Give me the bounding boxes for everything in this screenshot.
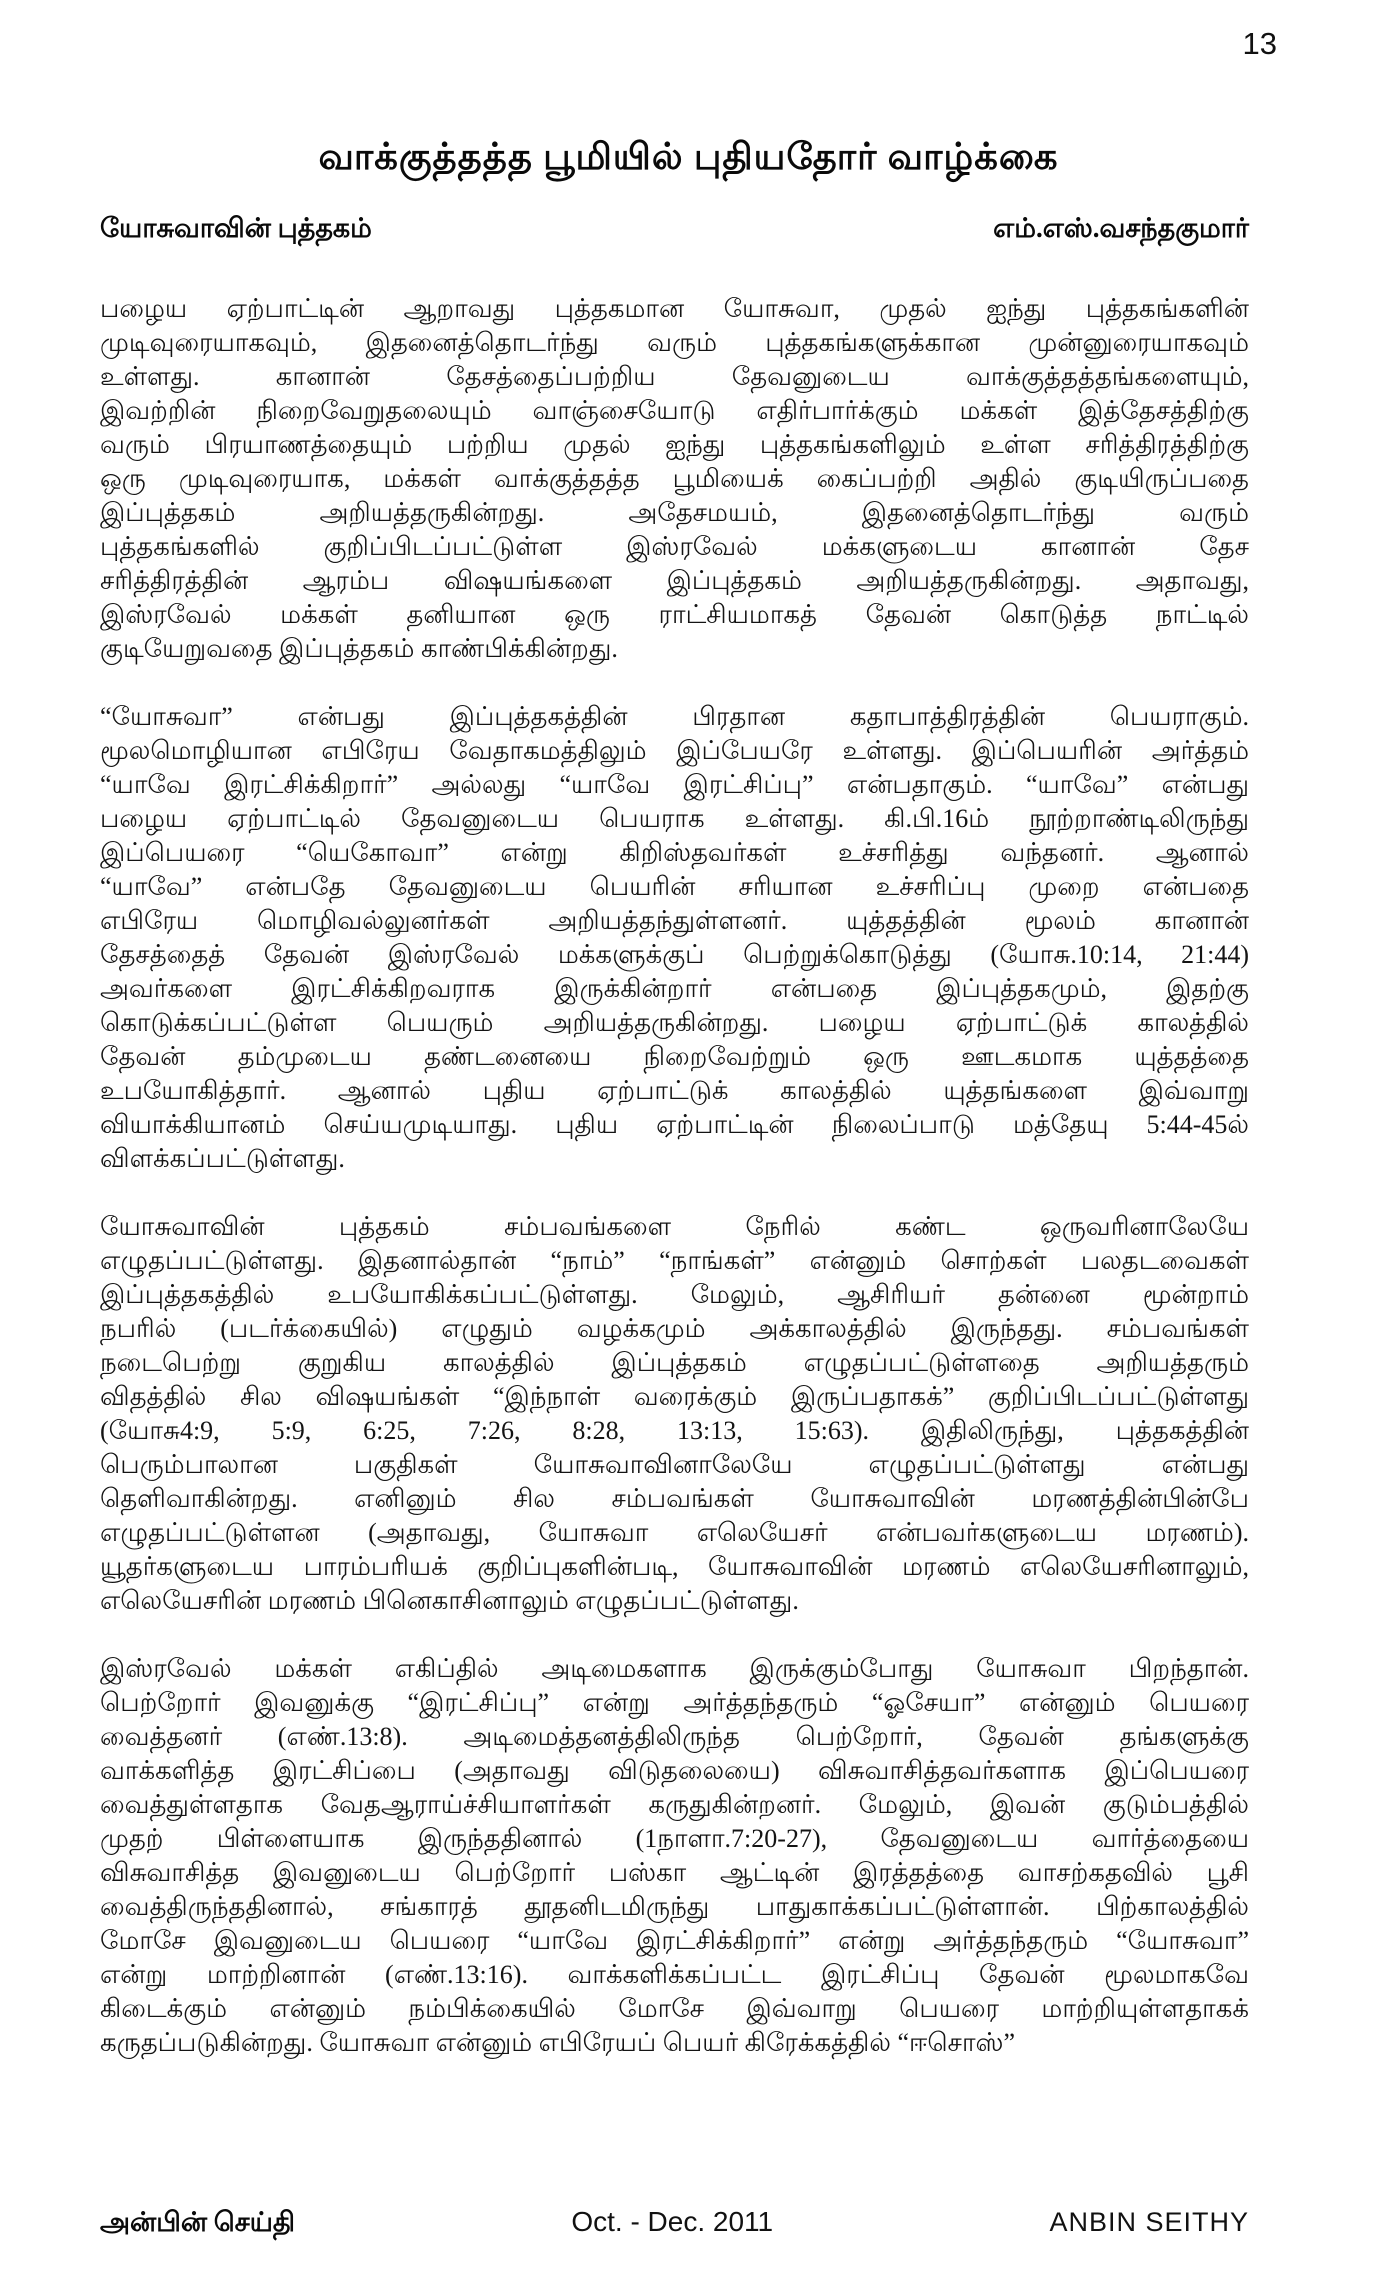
text-line: யோசுவாவின் புத்தகம் சம்பவங்களை நேரில் கண்ட ஒருவரினாலேயே	[100, 1212, 1249, 1241]
text-line: தேவன் தம்முடைய தண்டனையை நிறைவேற்றும் ஒரு ஊடகமாக யுத்தத்தை	[100, 1042, 1249, 1071]
text-line: வாக்களித்த இரட்சிப்பை (அதாவது விடுதலையை) விசுவாசித்தவர்களாக இப்பெயரை	[100, 1756, 1249, 1785]
text-line: எலெயேசரின் மரணம் பினெகாசினாலும் எழுதப்பட்டுள்ளது.	[100, 1586, 799, 1615]
article-subject-label: யோசுவாவின் புத்தகம்	[100, 213, 372, 243]
text-line: இப்புத்தகத்தில் உபயோகிக்கப்பட்டுள்ளது. மேலும், ஆசிரியர் தன்னை மூன்றாம்	[100, 1280, 1249, 1309]
text-line: வரும் பிரயாணத்தையும் பற்றிய முதல் ஐந்து புத்தகங்களிலும் உள்ள சரித்திரத்திற்கு	[100, 430, 1249, 459]
text-line: குடியேறுவதை இப்புத்தகம் காண்பிக்கின்றது.	[100, 634, 618, 663]
author-name: எம்.எஸ்.வசந்தகுமார்	[993, 213, 1249, 243]
text-line: வைத்துள்ளதாக வேதஆராய்ச்சியாளர்கள் கருதுகின்றனர். மேலும், இவன் குடும்பத்தில்	[100, 1790, 1249, 1819]
text-line: “யோசுவா” என்பது இப்புத்தகத்தின் பிரதான கதாபாத்திரத்தின் பெயராகும்.	[100, 702, 1249, 731]
text-line: மூலமொழியான எபிரேய வேதாகமத்திலும் இப்பேயரே உள்ளது. இப்பெயரின் அர்த்தம்	[100, 736, 1249, 765]
text-line: யூதர்களுடைய பாரம்பரியக் குறிப்புகளின்படி, யோசுவாவின் மரணம் எலெயேசரினாலும்,	[100, 1552, 1249, 1581]
paragraph	[100, 1652, 1249, 2060]
text-line: “யாவே இரட்சிக்கிறார்” அல்லது “யாவே இரட்சிப்பு” என்பதாகும். “யாவே” என்பது	[100, 770, 1249, 799]
byline-row	[100, 213, 1249, 248]
text-line: பழைய ஏற்பாட்டின் ஆறாவது புத்தகமான யோசுவா, முதல் ஐந்து புத்தகங்களின்	[100, 294, 1249, 323]
text-line: இஸ்ரவேல் மக்கள் தனியான ஒரு ராட்சியமாகத் தேவன் கொடுத்த நாட்டில்	[100, 600, 1249, 629]
footer-issue-date: Oct. - Dec. 2011	[571, 2206, 774, 2237]
text-line: அவர்களை இரட்சிக்கிறவராக இருக்கின்றார் என்பதை இப்புத்தகமும், இதற்கு	[100, 974, 1249, 1003]
footer-magazine-name-tamil: அன்பின் செய்தி	[100, 2207, 295, 2237]
article-title: வாக்குத்தத்த பூமியில் புதியதோர் வாழ்க்கை	[318, 137, 1059, 178]
text-line: வைத்திருந்ததினால், சங்காரத் தூதனிடமிருந்து பாதுகாக்கப்பட்டுள்ளான். பிற்காலத்தில்	[100, 1892, 1249, 1921]
text-line: விதத்தில் சில விஷயங்கள் “இந்நாள் வரைக்கும் இருப்பதாகக்” குறிப்பிடப்பட்டுள்ளது	[100, 1382, 1249, 1411]
footer-magazine-name-english: ANBIN SEITHY	[1049, 2207, 1249, 2237]
page-footer	[100, 2206, 1249, 2242]
text-line: இப்பெயரை “யெகோவா” என்று கிறிஸ்தவர்கள் உச்சரித்து வந்தனர். ஆனால்	[100, 838, 1249, 867]
text-line: முடிவுரையாகவும், இதனைத்தொடர்ந்து வரும் புத்தகங்களுக்கான முன்னுரையாகவும்	[100, 328, 1249, 357]
text-line: கிடைக்கும் என்னும் நம்பிக்கையில் மோசே இவ்வாறு பெயரை மாற்றியுள்ளதாகக்	[100, 1994, 1249, 2023]
text-line: விளக்கப்பட்டுள்ளது.	[100, 1144, 345, 1173]
text-line: என்று மாற்றினான் (எண்.13:16). வாக்களிக்கப்பட்ட இரட்சிப்பு தேவன் மூலமாகவே	[100, 1960, 1249, 1989]
text-line: சரித்திரத்தின் ஆரம்ப விஷயங்களை இப்புத்தகம் அறியத்தருகின்றது. அதாவது,	[100, 566, 1249, 595]
text-line: விசுவாசித்த இவனுடைய பெற்றோர் பஸ்கா ஆட்டின் இரத்தத்தை வாசற்கதவில் பூசி	[100, 1858, 1249, 1887]
paragraph	[100, 292, 1249, 666]
text-line: பழைய ஏற்பாட்டில் தேவனுடைய பெயராக உள்ளது. கி.பி.16ம் நூற்றாண்டிலிருந்து	[100, 804, 1249, 833]
text-line: புத்தகங்களில் குறிப்பிடப்பட்டுள்ள இஸ்ரவேல் மக்களுடைய கானான் தேச	[100, 532, 1249, 561]
text-line: தெளிவாகின்றது. எனினும் சில சம்பவங்கள் யோசுவாவின் மரணத்தின்பின்பே	[100, 1484, 1249, 1513]
text-line: இப்புத்தகம் அறியத்தருகின்றது. அதேசமயம், இதனைத்தொடர்ந்து வரும்	[100, 498, 1249, 527]
text-line: எழுதப்பட்டுள்ளன (அதாவது, யோசுவா எலெயேசர் என்பவர்களுடைய மரணம்).	[100, 1518, 1249, 1547]
text-line: கருதப்படுகின்றது. யோசுவா என்னும் எபிரேயப் பெயர் கிரேக்கத்தில் “ஈசொஸ்”	[100, 2028, 1016, 2057]
paragraph	[100, 1210, 1249, 1618]
text-line: முதற் பிள்ளையாக இருந்ததினால் (1நாளா.7:20-27), தேவனுடைய வார்த்தையை	[100, 1824, 1249, 1853]
text-line: உள்ளது. கானான் தேசத்தைப்பற்றிய தேவனுடைய வாக்குத்தத்தங்களையும்,	[100, 362, 1249, 391]
text-line: நபரில் (படர்க்கையில்) எழுதும் வழக்கமும் அக்காலத்தில் இருந்தது. சம்பவங்கள்	[100, 1314, 1249, 1343]
text-line: இஸ்ரவேல் மக்கள் எகிப்தில் அடிமைகளாக இருக்கும்போது யோசுவா பிறந்தான்.	[100, 1654, 1249, 1683]
text-line: வைத்தனர் (எண்.13:8). அடிமைத்தனத்திலிருந்த பெற்றோர், தேவன் தங்களுக்கு	[100, 1722, 1249, 1751]
article-body	[100, 292, 1249, 2060]
text-line: நடைபெற்று குறுகிய காலத்தில் இப்புத்தகம் எழுதப்பட்டுள்ளதை அறியத்தரும்	[100, 1348, 1249, 1377]
text-line: உபயோகித்தார். ஆனால் புதிய ஏற்பாட்டுக் காலத்தில் யுத்தங்களை இவ்வாறு	[100, 1076, 1249, 1105]
text-line: கொடுக்கப்பட்டுள்ள பெயரும் அறியத்தருகின்றது. பழைய ஏற்பாட்டுக் காலத்தில்	[100, 1008, 1249, 1037]
text-line: எழுதப்பட்டுள்ளது. இதனால்தான் “நாம்” “நாங்கள்” என்னும் சொற்கள் பலதடவைகள்	[100, 1246, 1249, 1275]
page-number: 13	[1242, 26, 1277, 61]
text-line: எபிரேய மொழிவல்லுனர்கள் அறியத்தந்துள்ளனர். யுத்தத்தின் மூலம் கானான்	[100, 906, 1249, 935]
text-line: தேசத்தைத் தேவன் இஸ்ரவேல் மக்களுக்குப் பெற்றுக்கொடுத்து (யோசு.10:14, 21:44)	[100, 940, 1249, 969]
paragraph	[100, 700, 1249, 1176]
text-line: ஒரு முடிவுரையாக, மக்கள் வாக்குத்தத்த பூமியைக் கைப்பற்றி அதில் குடியிருப்பதை	[100, 464, 1249, 493]
text-line: மோசே இவனுடைய பெயரை “யாவே இரட்சிக்கிறார்” என்று அர்த்தந்தரும் “யோசுவா”	[100, 1926, 1249, 1955]
text-line: (யோசு4:9, 5:9, 6:25, 7:26, 8:28, 13:13, 15:63). இதிலிருந்து, புத்தகத்தின்	[100, 1416, 1249, 1445]
text-line: “யாவே” என்பதே தேவனுடைய பெயரின் சரியான உச்சரிப்பு முறை என்பதை	[100, 872, 1249, 901]
text-line: பெற்றோர் இவனுக்கு “இரட்சிப்பு” என்று அர்த்தந்தரும் “ஓசேயா” என்னும் பெயரை	[100, 1688, 1249, 1717]
text-line: இவற்றின் நிறைவேறுதலையும் வாஞ்சையோடு எதிர்பார்க்கும் மக்கள் இத்தேசத்திற்கு	[100, 396, 1249, 425]
text-line: பெரும்பாலான பகுதிகள் யோசுவாவினாலேயே எழுதப்பட்டுள்ளது என்பது	[100, 1450, 1249, 1479]
text-line: வியாக்கியானம் செய்யமுடியாது. புதிய ஏற்பாட்டின் நிலைப்பாடு மத்தேயு 5:44-45ல்	[100, 1110, 1249, 1139]
